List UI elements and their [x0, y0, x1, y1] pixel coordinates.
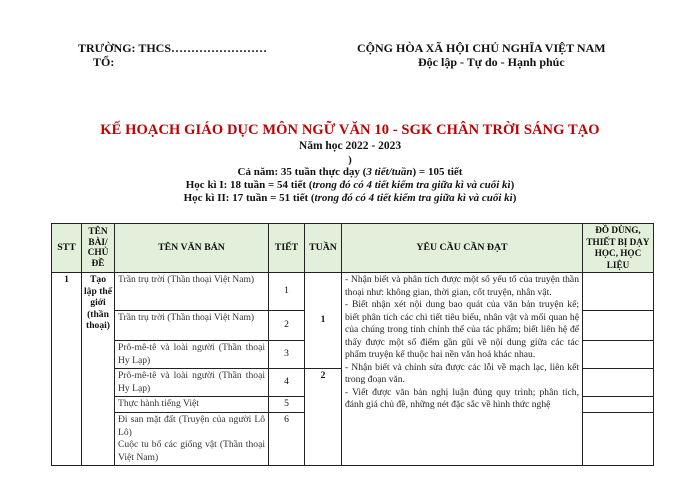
year-summary: Cả năm: 35 tuần thực dạy (3 tiết/tuần) = 105 tiết: [237, 166, 463, 178]
semester-1-summary: Học kì I: 18 tuần = 54 tiết (trong đó có 4 tiết kiểm tra giữa kì và cuối kì): [185, 179, 515, 191]
materials-cell: [583, 311, 654, 341]
requirement-item: - Nhận biết và chỉnh sửa được các lỗi về mạch lạc, liên kết trong đoạn văn.: [345, 361, 579, 385]
requirements-cell: [342, 273, 583, 466]
header-text: TÊN VĂN BẢN: [115, 224, 269, 273]
department-name: TỔ:: [93, 55, 115, 69]
plan-table: [51, 223, 654, 466]
materials-cell: [583, 412, 654, 465]
text-title: Trần trụ trời (Thần thoại Việt Nam): [115, 311, 269, 341]
header-materials: ĐỒ DÙNG, THIẾT BỊ DẠY HỌC, HỌC LIỆU: [583, 224, 654, 273]
header-topic: TÊN BÀI/ CHỦ ĐỀ: [82, 224, 115, 273]
text-title: Trần trụ trời (Thần thoại Việt Nam): [115, 273, 269, 311]
week-number: 1: [305, 273, 342, 369]
text-title: Prô-mê-tê và loài người (Thần thoại Hy Lạp): [115, 369, 269, 397]
materials-cell: [583, 273, 654, 311]
national-motto: Độc lập - Tự do - Hạnh phúc: [418, 55, 565, 69]
text-title: Thực hành tiếng Việt: [115, 397, 269, 413]
week-number: 2: [305, 369, 342, 466]
header-week: TUẦN: [305, 224, 342, 273]
header-period: TIẾT: [269, 224, 305, 273]
header-requirements: YÊU CẦU CẦN ĐẠT: [342, 224, 583, 273]
requirement-item: - Biết nhận xét nội dung bao quát của văn bản truyện kể; biết phân tích các chi tiết tiêu biểu, nhân vật và mối quan hệ của chúng trong tính chỉnh thể của tác phẩm; biết liên hệ để thấy được một số điểm gần gũi về nội dung giữa các tác phẩm truyện kể thuộc hai nền văn hoá khác nhau.: [345, 299, 579, 360]
text-title: Prô-mê-tê và loài người (Thần thoại Hy Lạp): [115, 341, 269, 369]
school-name: TRƯỜNG: THCS……………………: [78, 41, 268, 55]
period-number: 4: [269, 369, 305, 397]
period-number: 5: [269, 397, 305, 413]
nation-name: CỘNG HÒA XÃ HỘI CHỦ NGHĨA VIỆT NAM: [357, 41, 606, 55]
materials-cell: [583, 397, 654, 413]
period-number: 2: [269, 311, 305, 341]
materials-cell: [583, 341, 654, 369]
table-row: [52, 273, 654, 311]
period-number: 1: [269, 273, 305, 311]
requirement-item: - Viết được văn bản nghị luận đúng quy trình; phân tích, đánh giá chủ đề, những nét đặc sắc về hình thức nghệ: [345, 386, 579, 410]
table-header-row: [52, 224, 654, 273]
requirement-item: - Nhận biết và phân tích được một số yếu tố của truyện thần thoại như: không gian, thời gian, cốt truyện, nhân vật.: [345, 274, 579, 298]
text-title: Đi san mặt đất (Truyện của người Lô Lô) Cuộc tu bổ các giống vật (Thần thoại Việt Nam): [115, 412, 269, 465]
row-topic: Tạo lập thế giới (thần thoại): [82, 273, 115, 466]
stray-parenthesis: ): [348, 154, 352, 166]
document-title: KẾ HOẠCH GIÁO DỤC MÔN NGỮ VĂN 10 - SGK CHÂN TRỜI SÁNG TẠO: [100, 122, 600, 138]
semester-2-summary: Học kì II: 17 tuần = 51 tiết (trong đó có 4 tiết kiểm tra giữa kì và cuối kì): [183, 192, 517, 204]
materials-cell: [583, 369, 654, 397]
header-stt: STT: [52, 224, 82, 273]
period-number: 6: [269, 412, 305, 465]
row-stt: 1: [52, 273, 82, 466]
period-number: 3: [269, 341, 305, 369]
school-year: Năm học 2022 - 2023: [298, 140, 402, 152]
